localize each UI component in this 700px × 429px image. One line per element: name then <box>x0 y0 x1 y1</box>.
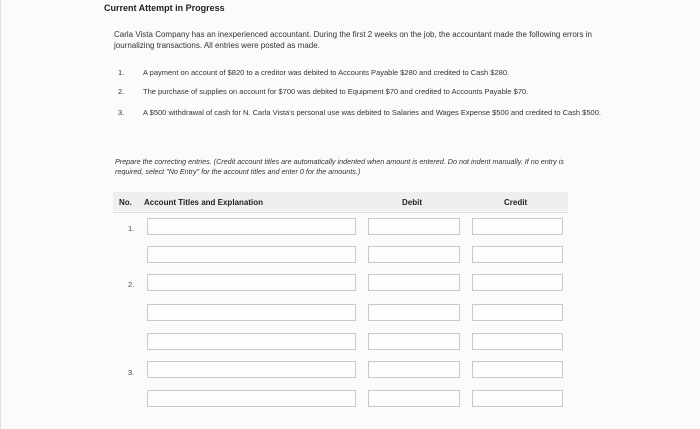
problem-intro: Carla Vista Company has an inexperienced accountant. During the first 2 weeks on the job, the accountant made the following errors in journalizing transactions. All entries were posted as made. <box>114 30 592 50</box>
debit-amount-input[interactable] <box>368 246 460 263</box>
account-title-input[interactable] <box>147 304 356 321</box>
error-item-text: A payment on account of $820 to a creditor was debited to Accounts Payable $280 and credited to Cash $280. <box>143 68 510 77</box>
debit-amount-input[interactable] <box>368 304 460 321</box>
credit-amount-input[interactable] <box>472 304 563 321</box>
credit-amount-input[interactable] <box>472 390 563 407</box>
debit-amount-input[interactable] <box>368 390 460 407</box>
header-divider <box>113 212 568 213</box>
entry-number-1: 1. <box>128 224 135 233</box>
attempt-status-title: Current Attempt in Progress <box>104 3 225 13</box>
account-title-input[interactable] <box>147 218 356 235</box>
col-header-debit: Debit <box>402 198 422 207</box>
instructions <box>115 157 585 177</box>
entry-number-3: 3. <box>128 368 135 377</box>
account-title-input[interactable] <box>147 390 356 407</box>
account-title-input[interactable] <box>147 274 356 291</box>
journal-table-header <box>113 192 568 211</box>
entry-number-2: 2. <box>128 280 135 289</box>
debit-amount-input[interactable] <box>368 333 460 350</box>
credit-amount-input[interactable] <box>472 274 563 291</box>
error-item-number: 1. <box>118 68 125 77</box>
credit-amount-input[interactable] <box>472 218 563 235</box>
debit-amount-input[interactable] <box>368 361 460 378</box>
account-title-input[interactable] <box>147 333 356 350</box>
error-item-text: A $500 withdrawal of cash for N. Carla Vista's personal use was debited to Salaries and Wages Expense $500 and credited to Cash $500. <box>143 108 601 117</box>
instructions-text: Prepare the correcting entries. (Credit account titles are automatically indented when amount is entered. Do not indent manually. If no entry is required, select "No Entry" for the account titles and enter 0 for the amounts.) <box>115 157 564 176</box>
debit-amount-input[interactable] <box>368 218 460 235</box>
account-title-input[interactable] <box>147 361 356 378</box>
credit-amount-input[interactable] <box>472 246 563 263</box>
error-item-number: 3. <box>118 108 125 117</box>
col-header-credit: Credit <box>504 198 528 207</box>
credit-amount-input[interactable] <box>472 333 563 350</box>
account-title-input[interactable] <box>147 246 356 263</box>
error-item-number: 2. <box>118 87 125 96</box>
error-item-text: The purchase of supplies on account for $700 was debited to Equipment $70 and credited to Accounts Payable $70. <box>143 87 529 96</box>
credit-amount-input[interactable] <box>472 361 563 378</box>
col-header-account: Account Titles and Explanation <box>144 198 263 207</box>
col-header-no: No. <box>119 198 132 207</box>
debit-amount-input[interactable] <box>368 274 460 291</box>
